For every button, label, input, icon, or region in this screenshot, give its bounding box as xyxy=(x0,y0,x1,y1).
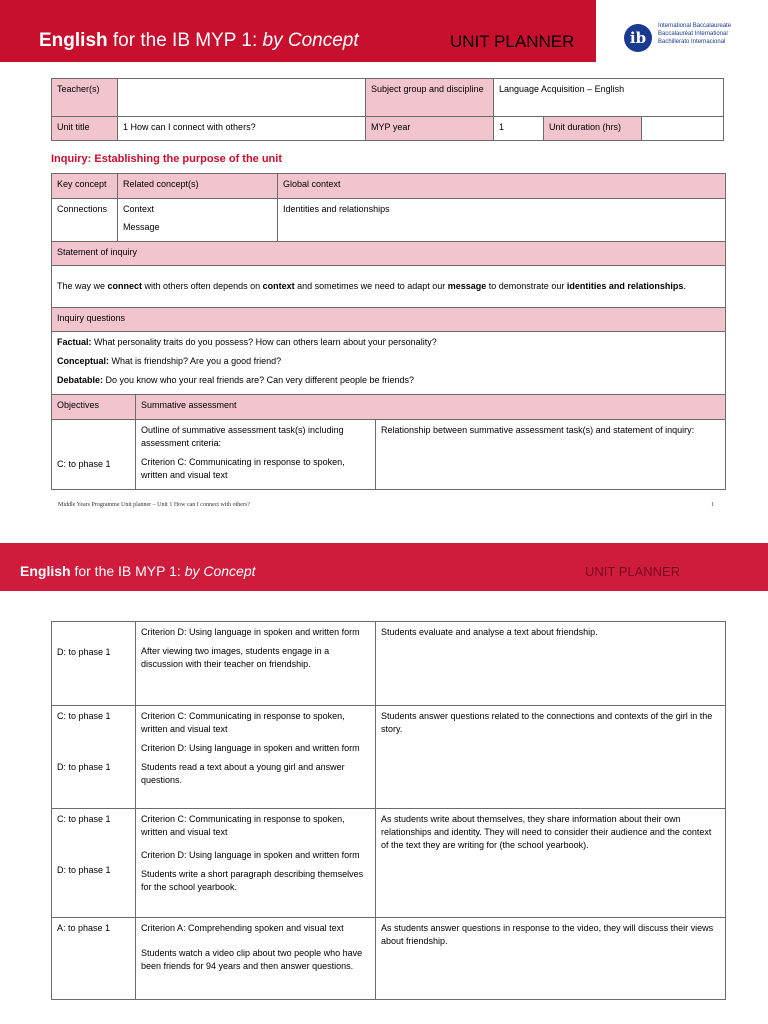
inquiry-questions xyxy=(52,332,726,395)
factual-question: Factual: What personality traits do you possess? How can others learn about your personality? xyxy=(57,337,437,347)
relationship-cell: As students write about themselves, they share information about their own relationships and identity. They will need to consider their audience and the context of the text they are writing for (the school yearbook). xyxy=(376,809,726,918)
related-concept-1: Context xyxy=(123,204,155,214)
assessment-table xyxy=(51,621,726,1000)
criteria-cell: Criterion C: Communicating in response to spoken, written and visual text Criterion D: Using language in spoken and written form Students write a short paragraph describing themselves for the school yearbook. xyxy=(136,809,376,918)
criteria-cell: Criterion D: Using language in spoken and written form After viewing two images, students engage in a discussion with their teacher on friendship. xyxy=(136,622,376,706)
relationship-cell: Students evaluate and analyse a text about friendship. xyxy=(376,622,726,706)
objective-cell: D: to phase 1 xyxy=(52,622,136,706)
table-row xyxy=(52,809,726,918)
relationship-cell: Students answer questions related to the connections and contexts of the girl in the story. xyxy=(376,706,726,809)
logo-line-3: Bachillerato Internacional xyxy=(658,39,726,45)
statement-of-inquiry-text: The way we connect with others often depends on context and sometimes we need to adapt our message to demonstrate our identities and relationships. xyxy=(52,266,726,308)
logo-line-1: International Baccalaureate xyxy=(658,23,732,29)
teacher-label: Teacher(s) xyxy=(52,79,118,117)
inquiry-section-title: Inquiry: Establishing the purpose of the unit xyxy=(51,153,282,165)
title-course: for the IB MYP 1: xyxy=(107,30,263,51)
conceptual-question: Conceptual: What is friendship? Are you a good friend? xyxy=(57,356,282,366)
table-row xyxy=(52,622,726,706)
subject-value: Language Acquisition – English xyxy=(494,79,724,117)
page-footer: Middle Years Programme Unit planner – Unit 1 How can I connect with others? xyxy=(58,502,250,508)
inquiry-questions-label: Inquiry questions xyxy=(52,308,726,332)
related-concepts-label: Related concept(s) xyxy=(118,174,278,199)
document-title-page-2: English for the IB MYP 1: by Concept xyxy=(20,563,256,579)
objective-cell: A: to phase 1 xyxy=(52,918,136,1000)
key-concept-label: Key concept xyxy=(52,174,118,199)
objectives-label: Objectives xyxy=(52,395,136,420)
duration-label: Unit duration (hrs) xyxy=(544,117,642,141)
debatable-question: Debatable: Do you know who your real friends are? Can very different people be friends? xyxy=(57,375,415,385)
unit-title-value: 1 How can I connect with others? xyxy=(118,117,366,141)
related-concept-2: Message xyxy=(123,222,160,232)
global-context-value: Identities and relationships xyxy=(278,199,726,242)
inquiry-table xyxy=(51,173,726,490)
statement-of-inquiry-label: Statement of inquiry xyxy=(52,242,726,266)
subject-label: Subject group and discipline xyxy=(366,79,494,117)
title-subject: English xyxy=(39,30,108,51)
duration-value xyxy=(642,117,724,141)
related-concepts-value xyxy=(118,199,278,242)
table-row xyxy=(52,918,726,1000)
myp-year-label: MYP year xyxy=(366,117,494,141)
table-row xyxy=(52,706,726,809)
myp-year-value: 1 xyxy=(494,117,544,141)
page-number: 1 xyxy=(711,502,714,508)
ib-logo xyxy=(622,22,742,56)
summative-outline-cell: Outline of summative assessment task(s) including assessment criteria: Criterion C: Communicating in response to spoken, written and visual text xyxy=(136,420,376,490)
ib-logo-icon: ib xyxy=(624,24,652,52)
unit-planner-label: UNIT PLANNER xyxy=(450,32,575,51)
summative-assessment-label: Summative assessment xyxy=(136,395,726,420)
global-context-label: Global context xyxy=(278,174,726,199)
teacher-value xyxy=(118,79,366,117)
objective-cell: C: to phase 1 D: to phase 1 xyxy=(52,706,136,809)
relationship-cell: As students answer questions in response to the video, they will discuss their views about friendship. xyxy=(376,918,726,1000)
unit-info-table xyxy=(51,78,724,141)
criteria-cell: Criterion A: Comprehending spoken and visual text Students watch a video clip about two people who have been friends for 94 years and then answer questions. xyxy=(136,918,376,1000)
relationship-cell: Relationship between summative assessment task(s) and statement of inquiry: xyxy=(376,420,726,490)
logo-line-2: Baccalauréat International xyxy=(658,31,728,37)
objective-cell: C: to phase 1 D: to phase 1 xyxy=(52,809,136,918)
document-title xyxy=(39,30,359,52)
title-series: by Concept xyxy=(262,30,359,51)
criteria-cell: Criterion C: Communicating in response to spoken, written and visual text Criterion D: Using language in spoken and written form Students read a text about a young girl and answer questions. xyxy=(136,706,376,809)
key-concept-value: Connections xyxy=(52,199,118,242)
unit-title-label: Unit title xyxy=(52,117,118,141)
objective-cell: C: to phase 1 xyxy=(52,420,136,490)
unit-planner-label-page-2: UNIT PLANNER xyxy=(585,564,681,579)
